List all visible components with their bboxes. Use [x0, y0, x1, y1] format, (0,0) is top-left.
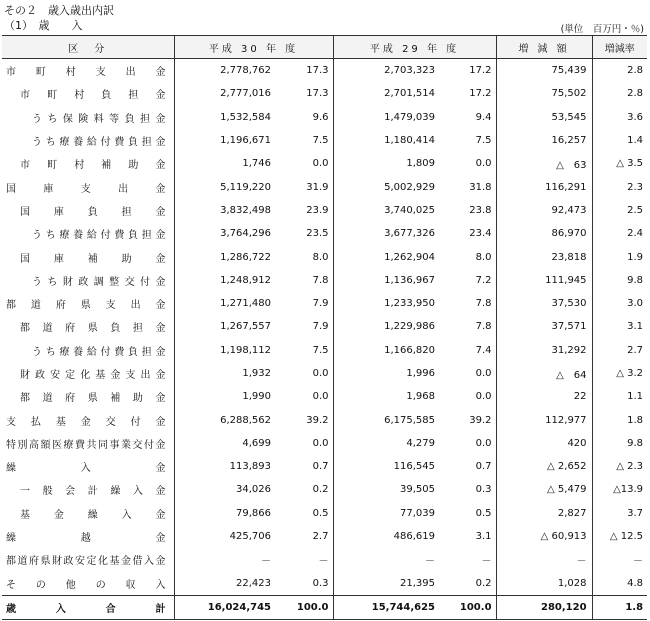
change-rate: 1.8: [592, 595, 647, 619]
change-rate: 2.4: [627, 228, 644, 240]
share-h29: 7.2: [441, 269, 496, 292]
share-h29: 17.2: [441, 82, 496, 105]
value-h29: 5,002,929: [384, 181, 436, 193]
table-row: [2, 385, 647, 408]
row-label-cell: [2, 455, 174, 478]
value-h29: 1,479,039: [384, 111, 436, 123]
change-amount: △ 2,652: [496, 455, 592, 478]
share-h30: 23.5: [277, 222, 333, 245]
row-label: 都道府県支出金: [6, 300, 166, 312]
share-h30: 7.8: [277, 269, 333, 292]
change-amount: 22: [496, 385, 592, 408]
change-amount: △ 60,913: [496, 525, 592, 548]
change-amount: △ 63: [496, 152, 592, 175]
table-row: [2, 548, 647, 571]
row-label: 支払基金交付金: [6, 416, 166, 428]
value-h29: 1,229,986: [384, 321, 436, 333]
change-rate: 3.0: [627, 298, 644, 310]
change-amount: 31,292: [496, 339, 592, 362]
share-h30: 0.5: [277, 502, 333, 525]
table-row: [2, 432, 647, 455]
share-h30: 7.9: [277, 292, 333, 315]
row-label-cell: [2, 152, 174, 175]
table-row: [2, 106, 647, 129]
row-label-cell: [2, 432, 174, 455]
revenue-table: [2, 35, 647, 620]
change-amount: △ 5,479: [496, 478, 592, 501]
change-rate: 2.5: [627, 204, 644, 216]
share-h30: 8.0: [277, 245, 333, 268]
change-rate: 1.8: [627, 414, 644, 426]
table-row: [2, 245, 647, 268]
value-h30: 2,777,016: [220, 88, 271, 100]
row-label: うち療養給付費負担金: [32, 230, 166, 242]
share-h30: 23.9: [277, 199, 333, 222]
change-amount: 92,473: [496, 199, 592, 222]
row-label: うち財政調整交付金: [32, 276, 166, 288]
table-row: [2, 129, 647, 152]
value-h30: 1,990: [242, 391, 271, 403]
change-rate: 1.9: [627, 251, 644, 263]
row-label: 繰入金: [6, 463, 166, 475]
table-row: [2, 339, 647, 362]
row-label-cell: [2, 525, 174, 548]
share-h30: 0.7: [277, 455, 333, 478]
table-row: [2, 152, 647, 175]
change-rate: 4.8: [627, 577, 644, 589]
change-rate: △ 2.3: [616, 461, 644, 473]
share-h29: 0.7: [441, 455, 496, 478]
share-h30: 100.0: [277, 595, 333, 619]
share-h29: 0.0: [441, 432, 496, 455]
value-h29: 77,039: [400, 507, 436, 519]
share-h30: 0.2: [277, 478, 333, 501]
change-rate: 1.1: [627, 391, 644, 403]
value-h30: 1,532,584: [220, 111, 271, 123]
change-amount: 420: [496, 432, 592, 455]
row-label: 市町村補助金: [20, 160, 166, 172]
table-row: [2, 292, 647, 315]
row-label: 特別高額医療費共同事業交付金: [6, 439, 166, 451]
change-rate: 3.6: [627, 111, 644, 123]
share-h29: 3.1: [441, 525, 496, 548]
change-amount: 116,291: [496, 175, 592, 198]
share-h30: 0.0: [277, 152, 333, 175]
value-h30: －: [261, 556, 271, 568]
change-amount: 37,571: [496, 315, 592, 338]
share-h30: －: [277, 548, 333, 571]
value-h30: 4,699: [242, 437, 271, 449]
header-h30: 平成 30 年 度: [174, 36, 333, 59]
row-label-cell: [2, 82, 174, 105]
row-label: 都道府県負担金: [20, 323, 166, 335]
row-label-cell: [2, 339, 174, 362]
share-h30: 31.9: [277, 175, 333, 198]
share-h29: 7.8: [441, 292, 496, 315]
row-label-cell: [2, 106, 174, 129]
value-h30: 3,764,296: [220, 228, 271, 240]
row-label: 国庫支出金: [6, 183, 166, 195]
value-h30: 1,932: [242, 368, 271, 379]
share-h30: 0.0: [277, 432, 333, 455]
value-h30: 5,119,220: [220, 181, 271, 193]
share-h29: 0.5: [441, 502, 496, 525]
row-label: その他の収入: [6, 579, 166, 591]
value-h29: 4,279: [406, 437, 436, 449]
change-amount: 1,028: [496, 572, 592, 596]
row-label-cell: [2, 199, 174, 222]
share-h29: －: [441, 548, 496, 571]
share-h30: 39.2: [277, 408, 333, 431]
row-label: 歳入合計: [6, 603, 166, 615]
value-h29: －: [425, 556, 436, 568]
row-label-cell: [2, 269, 174, 292]
row-label-cell: [2, 385, 174, 408]
value-h29: 6,175,585: [384, 414, 436, 426]
table-row: [2, 455, 647, 478]
value-h30: 22,423: [236, 577, 271, 589]
share-h29: 7.4: [441, 339, 496, 362]
table-row: [2, 59, 647, 83]
row-label: 都道府県補助金: [20, 393, 166, 405]
value-h29: 15,744,625: [333, 595, 441, 619]
header-h29: 平成 29 年 度: [333, 36, 496, 59]
share-h29: 0.0: [441, 362, 496, 385]
value-h30: 1,286,722: [220, 251, 271, 263]
value-h29: 1,233,950: [384, 298, 436, 310]
table-row: [2, 315, 647, 338]
share-h29: 0.0: [441, 152, 496, 175]
row-label-cell: [2, 572, 174, 596]
row-label-cell: [2, 222, 174, 245]
table-row: [2, 222, 647, 245]
share-h29: 31.8: [441, 175, 496, 198]
row-label-cell: [2, 175, 174, 198]
table-row: [2, 362, 647, 385]
change-rate: 3.7: [627, 507, 644, 519]
row-label: 基金繰入金: [20, 509, 166, 521]
share-h29: 8.0: [441, 245, 496, 268]
row-label: 都道府県財政安定化基金借入金: [6, 556, 166, 568]
value-h29: 1,262,904: [384, 251, 436, 263]
share-h29: 0.3: [441, 478, 496, 501]
value-h29: 1,136,967: [384, 274, 436, 286]
share-h30: 9.6: [277, 106, 333, 129]
change-rate: △ 3.2: [616, 368, 644, 379]
change-rate: △ 12.5: [609, 531, 644, 543]
value-h29: 21,395: [400, 577, 436, 589]
table-row: [2, 408, 647, 431]
share-h30: 0.3: [277, 572, 333, 596]
value-h29: 1,180,414: [384, 135, 436, 147]
change-rate: －: [633, 556, 644, 568]
share-h30: 7.5: [277, 339, 333, 362]
value-h30: 34,026: [236, 484, 271, 496]
value-h30: 2,778,762: [220, 65, 271, 77]
share-h30: 0.0: [277, 362, 333, 385]
share-h29: 7.8: [441, 315, 496, 338]
header-category: 区 分: [2, 36, 174, 59]
share-h29: 17.2: [441, 59, 496, 83]
page-title: その２ 歳入歳出内訳: [4, 4, 114, 17]
row-label-cell: [2, 502, 174, 525]
row-label: 国庫負担金: [20, 206, 166, 218]
share-h29: 0.2: [441, 572, 496, 596]
share-h29: 0.0: [441, 385, 496, 408]
share-h30: 17.3: [277, 82, 333, 105]
row-label: うち療養給付費負担金: [32, 346, 166, 358]
value-h29: 3,677,326: [384, 228, 436, 240]
value-h30: 79,866: [236, 507, 271, 519]
table-row: [2, 269, 647, 292]
share-h30: 7.5: [277, 129, 333, 152]
share-h29: 9.4: [441, 106, 496, 129]
change-amount: 86,970: [496, 222, 592, 245]
table-row: [2, 572, 647, 596]
change-rate: 2.3: [627, 181, 644, 193]
row-label: 国庫補助金: [20, 253, 166, 265]
change-amount: 16,257: [496, 129, 592, 152]
value-h29: 1,968: [406, 391, 436, 403]
row-label-cell: [2, 292, 174, 315]
row-label: うち療養給付費負担金: [32, 137, 166, 149]
row-label-cell: [2, 129, 174, 152]
value-h29: 2,703,323: [384, 65, 436, 77]
value-h30: 1,198,112: [220, 344, 271, 356]
row-label: 市町村負担金: [20, 90, 166, 102]
row-label: 財政安定化基金支出金: [20, 370, 166, 381]
value-h29: 39,505: [400, 484, 436, 496]
row-label: 一般会計繰入金: [20, 486, 166, 498]
change-rate: 1.4: [627, 135, 644, 147]
table-row: [2, 82, 647, 105]
change-rate: △ 3.5: [616, 158, 644, 170]
change-amount: △ 64: [496, 362, 592, 385]
value-h30: 1,196,671: [220, 135, 271, 147]
change-amount: 280,120: [496, 595, 592, 619]
value-h29: 2,701,514: [384, 88, 436, 100]
share-h30: 7.9: [277, 315, 333, 338]
value-h30: 6,288,562: [220, 414, 271, 426]
share-h29: 23.8: [441, 199, 496, 222]
value-h30: 1,271,480: [220, 298, 271, 310]
row-label-cell: [2, 59, 174, 83]
table-header-row: [2, 36, 647, 59]
value-h29: 116,545: [393, 461, 436, 473]
value-h30: 16,024,745: [174, 595, 277, 619]
value-h29: 486,619: [393, 531, 436, 543]
change-amount: 2,827: [496, 502, 592, 525]
share-h29: 39.2: [441, 408, 496, 431]
table-row: [2, 595, 647, 619]
share-h30: 0.0: [277, 385, 333, 408]
change-rate: 9.8: [627, 274, 644, 286]
value-h29: 1,996: [406, 368, 436, 379]
value-h30: 1,248,912: [220, 274, 271, 286]
share-h30: 17.3: [277, 59, 333, 83]
share-h29: 100.0: [441, 595, 496, 619]
change-amount: 112,977: [496, 408, 592, 431]
change-amount: 23,818: [496, 245, 592, 268]
row-label-cell: [2, 408, 174, 431]
table-row: [2, 525, 647, 548]
change-rate: △13.9: [613, 484, 644, 496]
change-amount: 53,545: [496, 106, 592, 129]
change-rate: 3.1: [627, 321, 644, 333]
value-h29: 1,809: [406, 158, 436, 170]
value-h30: 3,832,498: [220, 204, 271, 216]
change-rate: 2.8: [627, 65, 644, 77]
header-diff: 増 減 額: [496, 36, 592, 59]
share-h29: 7.5: [441, 129, 496, 152]
change-amount: 75,502: [496, 82, 592, 105]
row-label-cell: [2, 595, 174, 619]
row-label-cell: [2, 245, 174, 268]
change-rate: 9.8: [627, 437, 644, 449]
table-row: [2, 199, 647, 222]
change-rate: 2.8: [627, 88, 644, 100]
share-h30: 2.7: [277, 525, 333, 548]
unit-label: (単位 百万円・％): [560, 24, 644, 35]
value-h30: 1,267,557: [220, 321, 271, 333]
section-title: （1） 歳 入: [4, 19, 83, 32]
row-label: 繰越金: [6, 533, 166, 545]
value-h30: 113,893: [229, 461, 271, 473]
share-h29: 23.4: [441, 222, 496, 245]
change-amount: 75,439: [496, 59, 592, 83]
row-label-cell: [2, 478, 174, 501]
value-h30: 425,706: [229, 531, 271, 543]
value-h29: 1,166,820: [384, 344, 436, 356]
row-label-cell: [2, 362, 174, 385]
row-label: うち保険料等負担金: [32, 113, 166, 125]
table-row: [2, 175, 647, 198]
row-label-cell: [2, 315, 174, 338]
row-label: 市町村支出金: [6, 67, 166, 79]
value-h30: 1,746: [242, 158, 271, 170]
table-row: [2, 502, 647, 525]
table-row: [2, 478, 647, 501]
row-label-cell: [2, 548, 174, 571]
change-amount: －: [496, 548, 592, 571]
change-amount: 37,530: [496, 292, 592, 315]
value-h29: 3,740,025: [384, 204, 436, 216]
header-rate: 増減率: [592, 36, 647, 59]
change-amount: 111,945: [496, 269, 592, 292]
change-rate: 2.7: [627, 344, 644, 356]
